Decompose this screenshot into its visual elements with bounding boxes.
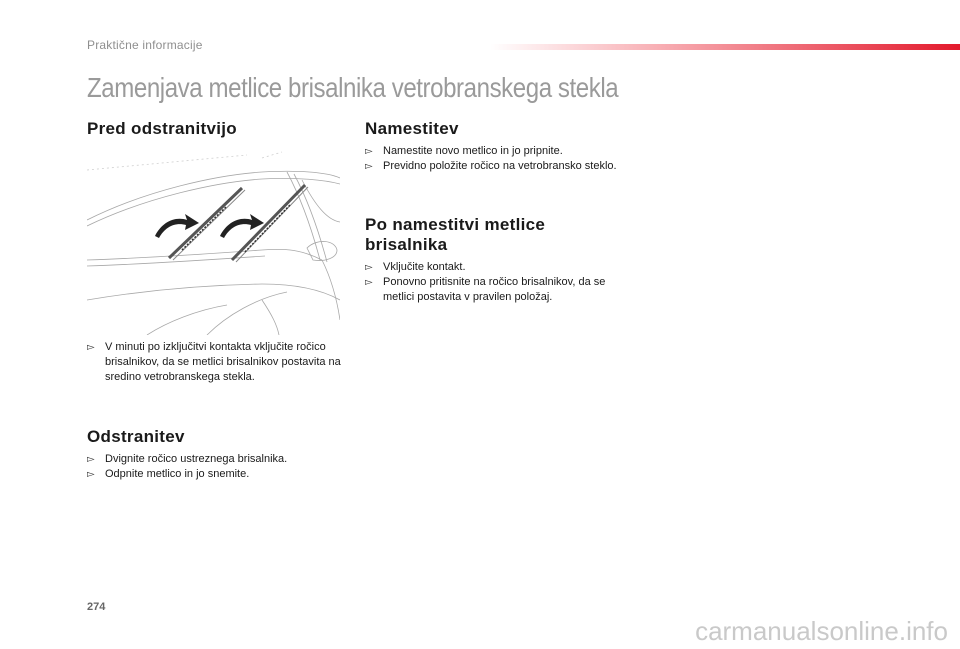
step-text: Odpnite metlico in jo snemite. bbox=[105, 468, 250, 480]
bullet-icon: ▻ bbox=[365, 262, 373, 273]
step-text: Previdno položite ročico na vetrobransko steklo. bbox=[383, 160, 617, 172]
installation-steps bbox=[365, 144, 620, 174]
list-item bbox=[87, 467, 347, 482]
step-text: V minuti po izključitvi kontakta vključite ročico brisalnikov, da se metlici brisalnikov postavita na sredino vetrobranskega stekla. bbox=[105, 341, 341, 383]
list-item bbox=[365, 144, 620, 159]
removal-steps bbox=[87, 452, 347, 482]
step-text: Dvignite ročico ustreznega brisalnika. bbox=[105, 453, 288, 465]
list-item bbox=[87, 340, 347, 385]
after-installation-steps bbox=[365, 260, 620, 305]
bullet-icon: ▻ bbox=[365, 161, 373, 172]
list-item bbox=[365, 275, 620, 305]
heading-removal: Odstranitev bbox=[87, 427, 185, 446]
step-text: Namestite novo metlico in jo pripnite. bbox=[383, 145, 563, 157]
windshield-wiper-illustration bbox=[87, 150, 340, 335]
heading-after-installation: Po namestitvi metlice brisalnika bbox=[365, 215, 546, 254]
bullet-icon: ▻ bbox=[87, 469, 95, 480]
page-title: Zamenjava metlice brisalnika vetrobranskega stekla bbox=[87, 72, 619, 103]
step-text: Vključite kontakt. bbox=[383, 261, 466, 273]
heading-installation: Namestitev bbox=[365, 119, 459, 138]
list-item bbox=[365, 260, 620, 275]
section-header: Praktične informacije bbox=[87, 38, 203, 52]
page-number: 274 bbox=[87, 601, 106, 613]
windshield-wiper-illustration-svg bbox=[87, 150, 340, 335]
heading-before-removal: Pred odstranitvijo bbox=[87, 119, 237, 138]
before-removal-steps bbox=[87, 340, 347, 385]
bullet-icon: ▻ bbox=[365, 277, 373, 288]
list-item bbox=[365, 159, 620, 174]
bullet-icon: ▻ bbox=[87, 342, 95, 353]
bullet-icon: ▻ bbox=[87, 454, 95, 465]
step-text: Ponovno pritisnite na ročico brisalnikov, da se metlici postavita v pravilen položaj. bbox=[383, 276, 606, 303]
list-item bbox=[87, 452, 347, 467]
header-accent-bar bbox=[490, 44, 960, 50]
bullet-icon: ▻ bbox=[365, 146, 373, 157]
watermark: carmanualsonline.info bbox=[695, 616, 948, 646]
